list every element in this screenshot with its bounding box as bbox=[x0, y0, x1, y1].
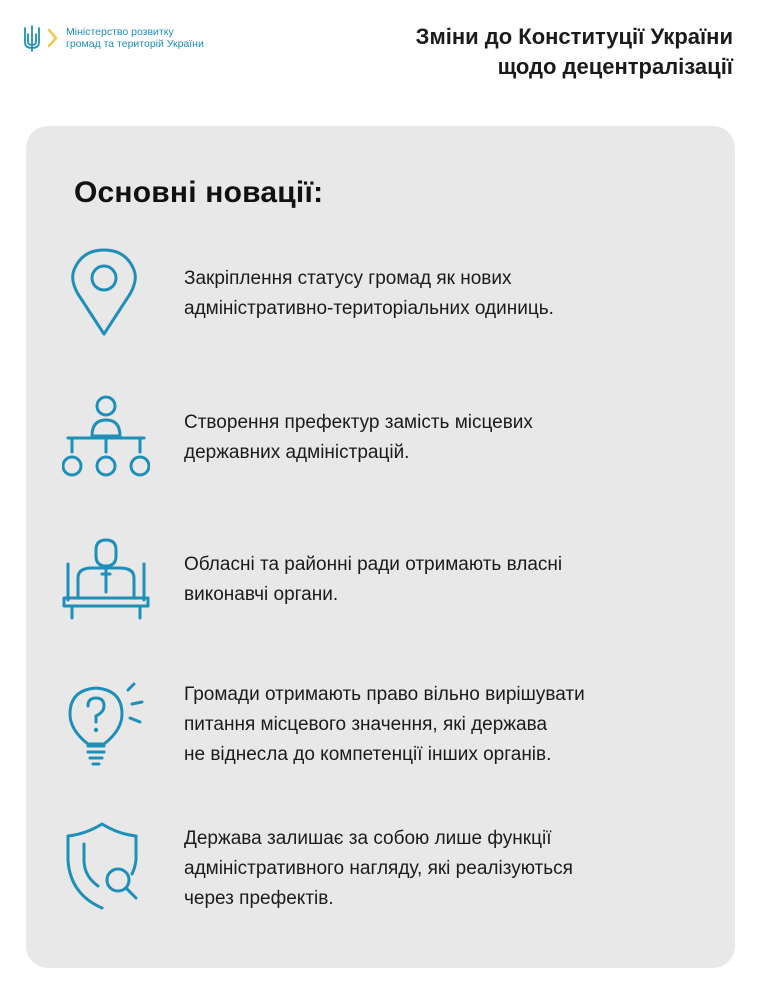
innovation-text-line: Держава залишає за собою лише функції bbox=[184, 828, 552, 849]
official-at-desk-icon bbox=[62, 536, 150, 626]
ministry-name bbox=[66, 26, 204, 50]
innovation-text-line: державних адміністрацій. bbox=[184, 442, 410, 463]
innovation-text bbox=[184, 264, 554, 324]
ministry-name-line: Міністерство розвитку bbox=[66, 26, 174, 38]
shield-magnifier-icon bbox=[62, 820, 150, 910]
trident-icon bbox=[22, 24, 42, 52]
document-title-line: Зміни до Конституції України bbox=[415, 24, 733, 49]
innovation-text bbox=[184, 550, 562, 610]
document-title-line: щодо децентралізації bbox=[497, 54, 733, 79]
location-pin-icon bbox=[62, 246, 150, 336]
innovation-text-line: виконавчі органи. bbox=[184, 584, 339, 605]
innovation-text-line: Обласні та районні ради отримають власні bbox=[184, 554, 563, 575]
innovation-text-line: питання місцевого значення, які держава bbox=[184, 714, 548, 735]
innovation-text bbox=[184, 408, 533, 468]
innovation-text-line: не віднесла до компетенції інших органів. bbox=[184, 744, 552, 765]
ministry-logo[interactable] bbox=[22, 24, 204, 52]
innovation-text-line: адміністративно-територіальних одиниць. bbox=[184, 298, 554, 319]
ministry-name-line: громад та територій України bbox=[66, 38, 204, 50]
innovation-text bbox=[184, 680, 585, 770]
header bbox=[0, 0, 761, 110]
innovations-card bbox=[26, 126, 735, 968]
innovation-text-line: адміністративного нагляду, які реалізуються bbox=[184, 858, 573, 879]
innovation-text bbox=[184, 824, 573, 914]
hierarchy-icon bbox=[62, 392, 150, 482]
innovation-text-line: Створення префектур замість місцевих bbox=[184, 412, 533, 433]
innovation-text-line: через префектів. bbox=[184, 888, 334, 909]
innovation-text-line: Закріплення статусу громад як нових bbox=[184, 268, 512, 289]
document-title bbox=[313, 22, 733, 82]
question-bulb-icon bbox=[62, 678, 150, 768]
logo-arrow-icon bbox=[48, 29, 58, 47]
card-heading: Основні новації: bbox=[74, 176, 324, 209]
innovation-text-line: Громади отримають право вільно вирішувати bbox=[184, 684, 585, 705]
